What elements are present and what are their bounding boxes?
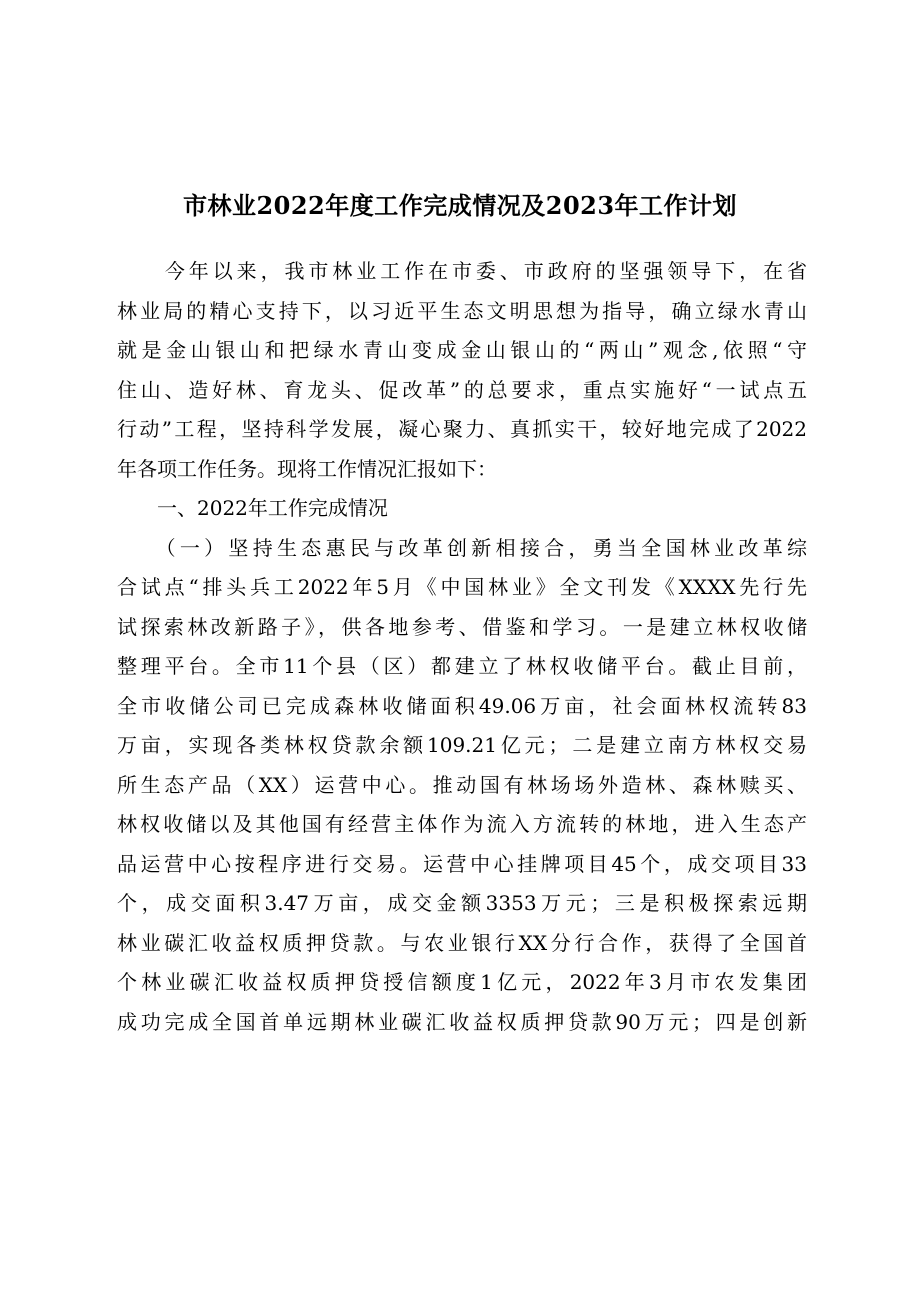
paragraph-line: 林权收储以及其他国有经营主体作为流入方流转的林地，进入生态产: [117, 812, 807, 836]
paragraph-line: 住山、造好林、育龙头、促改革”的总要求，重点实施好“一试点五: [117, 377, 807, 402]
paragraph-line: 个，成交面积3.47万亩，成交金额3353万元；三是积极探索远期: [117, 891, 807, 915]
paragraph-line: 个林业碳汇收益权质押贷授信额度1亿元，2022年3月市农发集团: [117, 970, 807, 994]
paragraph-line: 所生态产品（XX）运营中心。推动国有林场场外造林、森林赎买、: [117, 772, 807, 797]
paragraph-line: 林业碳汇收益权质押贷款。与农业银行XX分行合作，获得了全国首: [117, 930, 807, 955]
paragraph-line: 万亩，实现各类林权贷款余额109.21亿元；二是建立南方林权交易: [117, 733, 807, 757]
paragraph-line: 就是金山银山和把绿水青山变成金山银山的“两山”观念,依照“守: [117, 338, 807, 362]
document-title: 市林业2022年度工作完成情况及2023年工作计划: [182, 191, 738, 220]
paragraph-line: 年各项工作任务。现将工作情况汇报如下：: [117, 456, 497, 481]
paragraph-line: 今年以来，我市林业工作在市委、市政府的坚强领导下，在省: [117, 259, 807, 283]
paragraph-line: 成功完成全国首单远期林业碳汇收益权质押贷款90万元；四是创新: [117, 1009, 807, 1034]
paragraph-line: 整理平台。全市11个县（区）都建立了林权收储平台。截止目前，: [117, 654, 807, 678]
paragraph-line: 试探索林改新路子》，供各地参考、借鉴和学习。一是建立林权收储: [117, 614, 807, 639]
paragraph-line: 合试点“排头兵工2022年5月《中国林业》全文刊发《XXXX先行先: [117, 575, 807, 599]
paragraph-line: 行动”工程，坚持科学发展，凝心聚力、真抓实干，较好地完成了2022: [117, 417, 807, 441]
document-body: [117, 252, 807, 1042]
paragraph-line: 全市收储公司已完成森林收储面积49.06万亩，社会面林权流转83: [117, 693, 807, 718]
paragraph-line: 品运营中心按程序进行交易。运营中心挂牌项目45个，成交项目33: [117, 851, 807, 876]
paragraph-line: 林业局的精心支持下，以习近平生态文明思想为指导，确立绿水青山: [117, 298, 807, 323]
section-heading: 一、2022年工作完成情况: [117, 496, 388, 520]
paragraph-line: （一）坚持生态惠民与改革创新相接合，勇当全国林业改革综: [117, 535, 807, 560]
